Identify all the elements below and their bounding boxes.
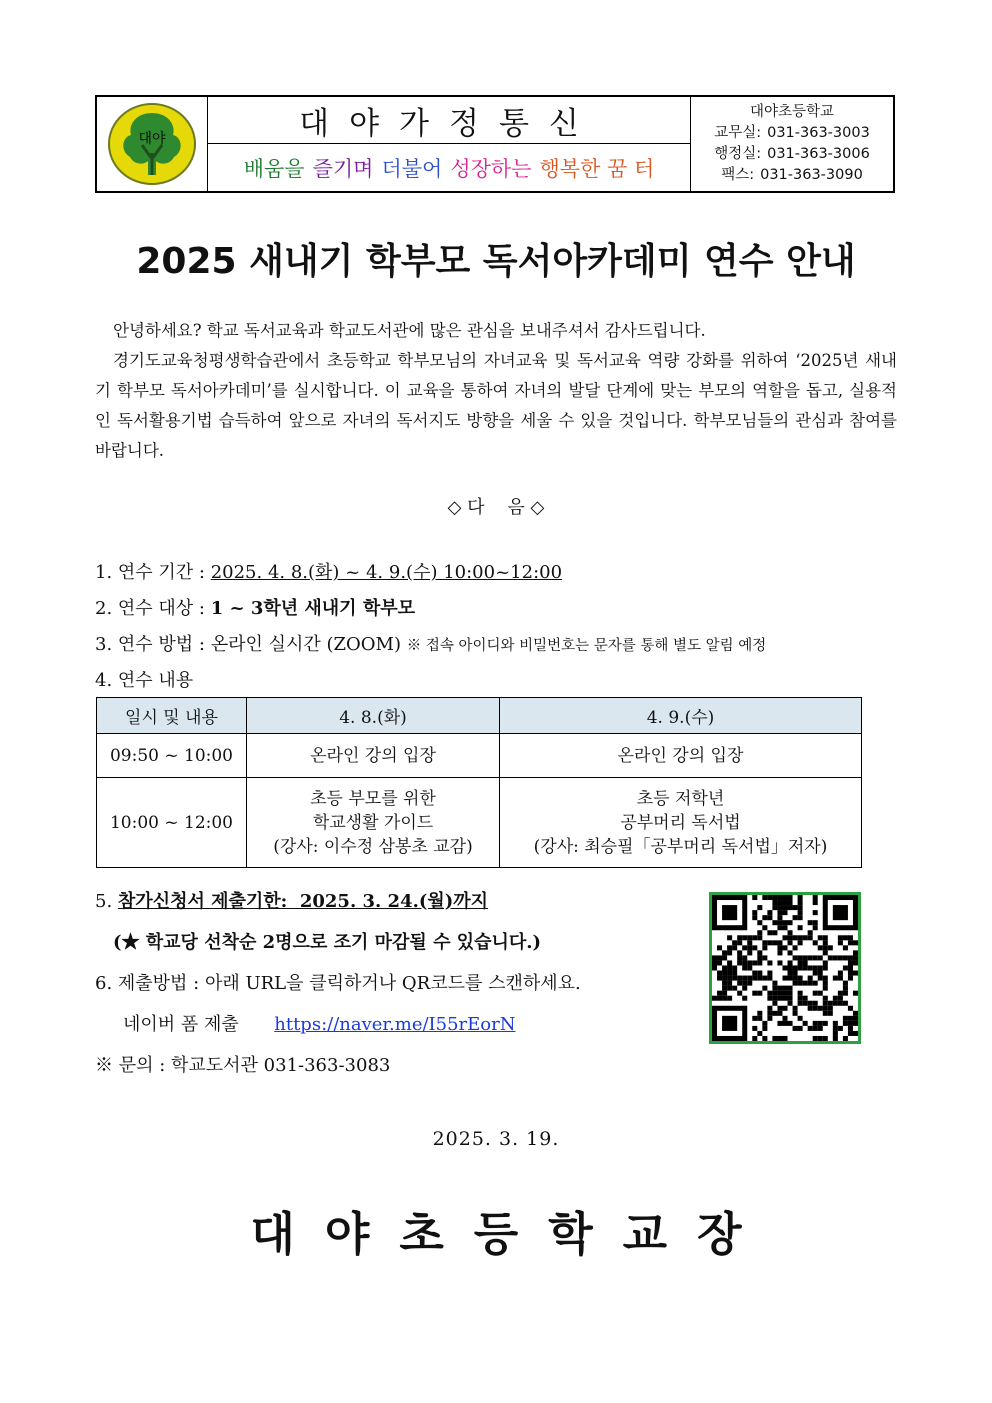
method-label: 3. 연수 방법 :	[95, 634, 205, 655]
time-cell: 09:50 ~ 10:00	[97, 734, 247, 778]
header-time: 일시 및 내용	[97, 698, 247, 734]
table-row	[97, 778, 862, 868]
item-period	[95, 558, 766, 594]
day2-cell	[500, 734, 862, 778]
item-target	[95, 594, 766, 630]
day2-cell	[500, 778, 862, 868]
intro-paragraph: 경기도교육청평생학습관에서 초등학교 학부모님의 자녀교육 및 독서교육 역량 강화를 위하여 ‘2025년 새내기 학부모 독서아카데미’를 실시합니다. 이 교육을 통하여 자녀의 발달 단계에 맞는 부모의 역할을 돕고, 실용적인 독서활용기법 습득하여 앞으로 자녀의 독서지도 방향을 세울 수 있을 것입니다. 학부모님들의 관심과 참여를 바랍니다.	[95, 351, 897, 460]
contact-line	[721, 165, 863, 186]
motto-word: 즐기며	[312, 156, 374, 181]
method-value: 온라인 실시간 (ZOOM)	[210, 634, 401, 655]
table-row	[97, 734, 862, 778]
period-value: 2025. 4. 8.(화) ~ 4. 9.(수) 10:00~12:00	[210, 562, 563, 583]
schedule-table	[96, 697, 862, 868]
contact-number: 031-363-3003	[767, 125, 870, 141]
page-title: 2025 새내기 학부모 독서아카데미 연수 안내	[136, 241, 856, 282]
contact-number: 031-363-3006	[767, 146, 870, 162]
principal-signature: 대야초등학교장	[250, 1207, 772, 1261]
motto-word: 행복한 꿈 터	[539, 156, 655, 181]
svg-text:대야: 대야	[138, 131, 166, 147]
table-header-row	[97, 698, 862, 734]
issue-date: 2025. 3. 19.	[432, 1128, 560, 1150]
training-items	[95, 558, 766, 702]
contact-label: 팩스:	[721, 167, 755, 183]
cell-line: 초등 저학년	[636, 788, 725, 809]
motto-word: 배움을	[243, 156, 305, 181]
motto-word: 더불어	[381, 156, 443, 181]
form-link-label: 네이버 폼 제출	[123, 1014, 239, 1035]
form-link[interactable]: https://naver.me/I55rEorN	[274, 1014, 516, 1035]
submission-method: 6. 제출방법 : 아래 URL을 클릭하거나 QR코드를 스캔하세요.	[95, 973, 581, 994]
contact-label: 행정실:	[714, 146, 762, 162]
cell-line: 학교생활 가이드	[312, 812, 434, 833]
item-method	[95, 630, 766, 666]
target-value: 1 ~ 3학년 새내기 학부모	[210, 598, 416, 619]
day1-cell	[247, 734, 500, 778]
title-cell	[208, 97, 691, 191]
period-label: 1. 연수 기간 :	[95, 562, 205, 583]
cell-line: 온라인 강의 입장	[617, 745, 744, 766]
cell-line: 초등 부모를 위한	[310, 788, 436, 809]
item-content: 4. 연수 내용	[95, 670, 194, 691]
school-logo-icon	[106, 101, 198, 187]
intro-text	[95, 316, 897, 466]
submission-link-row	[95, 1007, 581, 1048]
day1-cell	[247, 778, 500, 868]
cell-line: (강사: 최승필「공부머리 독서법」저자)	[533, 836, 828, 857]
contact-label: 교무실:	[714, 125, 762, 141]
inquiry: ※ 문의 : 학교도서관 031-363-3083	[95, 1055, 391, 1076]
contact-info	[691, 97, 893, 191]
deadline-row	[95, 884, 581, 925]
header-day2: 4. 9.(수)	[500, 698, 862, 734]
target-label: 2. 연수 대상 :	[95, 598, 205, 619]
header-day1: 4. 8.(화)	[247, 698, 500, 734]
school-name: 대야초등학교	[749, 104, 835, 120]
method-note: ※ 접속 아이디와 비밀번호는 문자를 통해 별도 알림 예정	[406, 638, 767, 654]
application-info	[95, 884, 581, 1089]
details-heading: ◇ 다 음 ◇	[447, 497, 545, 518]
deadline-note: (★ 학교당 선착순 2명으로 조기 마감될 수 있습니다.)	[113, 932, 542, 953]
deadline-text: 참가신청서 제출기한: 2025. 3. 24.(월)까지	[117, 891, 489, 912]
contact-line	[714, 123, 870, 144]
newsletter-name: 대야가정통신	[208, 97, 690, 144]
contact-number: 031-363-3090	[760, 167, 863, 183]
cell-line: (강사: 이수정 삼봉초 교감)	[273, 836, 473, 857]
time-cell: 10:00 ~ 12:00	[97, 778, 247, 868]
intro-paragraph: 안녕하세요? 학교 독서교육과 학교도서관에 많은 관심을 보내주셔서 감사드립니다.	[113, 321, 706, 340]
qr-code-icon	[712, 895, 858, 1041]
deadline-prefix: 5.	[95, 891, 113, 912]
motto-word: 성장하는	[450, 156, 532, 181]
contact-line	[714, 144, 870, 165]
qr-code[interactable]	[709, 892, 861, 1044]
school-motto	[208, 144, 690, 191]
cell-line: 온라인 강의 입장	[310, 745, 436, 766]
school-logo-cell	[97, 97, 208, 191]
newsletter-header	[95, 95, 895, 193]
cell-line: 공부머리 독서법	[620, 812, 741, 833]
